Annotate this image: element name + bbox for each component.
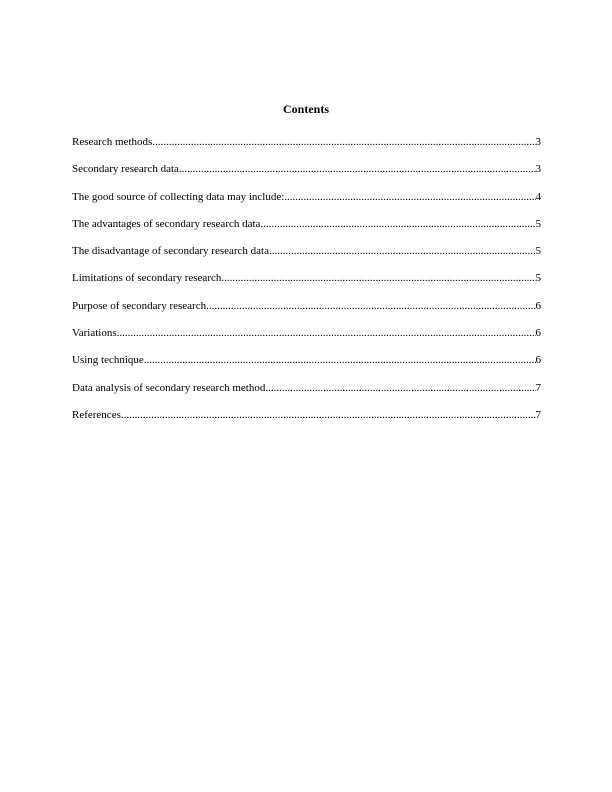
toc-entry[interactable] bbox=[72, 299, 541, 326]
toc-entry[interactable] bbox=[72, 217, 541, 244]
toc-entry-label: The good source of collecting data may include: bbox=[72, 190, 285, 203]
toc-page-number: 4 bbox=[535, 190, 541, 203]
toc-entry-label: Data analysis of secondary research method bbox=[72, 381, 266, 394]
toc-page-number: 7 bbox=[535, 408, 541, 421]
toc-page-number: 3 bbox=[535, 163, 541, 176]
toc-title: Contents bbox=[282, 102, 329, 116]
toc-entry-label: Research methods bbox=[72, 136, 153, 148]
toc-dot-leader bbox=[121, 408, 536, 422]
toc-page-number: 7 bbox=[535, 381, 541, 394]
table-of-contents bbox=[72, 135, 541, 435]
toc-dot-leader bbox=[179, 162, 536, 176]
toc-page-number: 3 bbox=[535, 136, 541, 148]
toc-page-number: 6 bbox=[535, 327, 541, 340]
toc-entry[interactable] bbox=[72, 135, 541, 162]
toc-dot-leader bbox=[269, 244, 536, 258]
toc-dot-leader bbox=[206, 299, 535, 313]
toc-entry[interactable] bbox=[72, 271, 541, 298]
toc-dot-leader bbox=[152, 135, 535, 149]
toc-entry[interactable] bbox=[72, 162, 541, 189]
toc-entry-label: Secondary research data bbox=[72, 163, 179, 176]
toc-entry-label: The advantages of secondary research data bbox=[72, 217, 261, 230]
toc-page-number: 5 bbox=[535, 245, 541, 258]
toc-page-number: 6 bbox=[535, 299, 541, 312]
toc-entry-label: References bbox=[72, 408, 121, 421]
toc-dot-leader bbox=[221, 271, 535, 285]
toc-entry[interactable] bbox=[72, 408, 541, 435]
toc-entry[interactable] bbox=[72, 244, 541, 271]
toc-page-number: 5 bbox=[535, 272, 541, 285]
toc-entry-label: The disadvantage of secondary research data bbox=[72, 245, 269, 258]
toc-dot-leader bbox=[144, 353, 536, 367]
toc-entry-label: Using technique bbox=[72, 354, 144, 367]
toc-entry-label: Purpose of secondary research bbox=[72, 299, 207, 312]
toc-entry[interactable] bbox=[72, 326, 541, 353]
toc-page-number: 6 bbox=[535, 354, 541, 367]
toc-entry-label: Limitations of secondary research bbox=[72, 272, 222, 285]
toc-entry[interactable] bbox=[72, 381, 541, 408]
toc-dot-leader bbox=[260, 217, 535, 231]
toc-page-number: 5 bbox=[535, 217, 541, 230]
toc-entry[interactable] bbox=[72, 353, 541, 380]
toc-dot-leader bbox=[284, 190, 535, 204]
toc-entry-label: Variations bbox=[72, 327, 117, 340]
toc-dot-leader bbox=[117, 326, 536, 340]
toc-dot-leader bbox=[265, 381, 535, 395]
toc-entry[interactable] bbox=[72, 190, 541, 217]
